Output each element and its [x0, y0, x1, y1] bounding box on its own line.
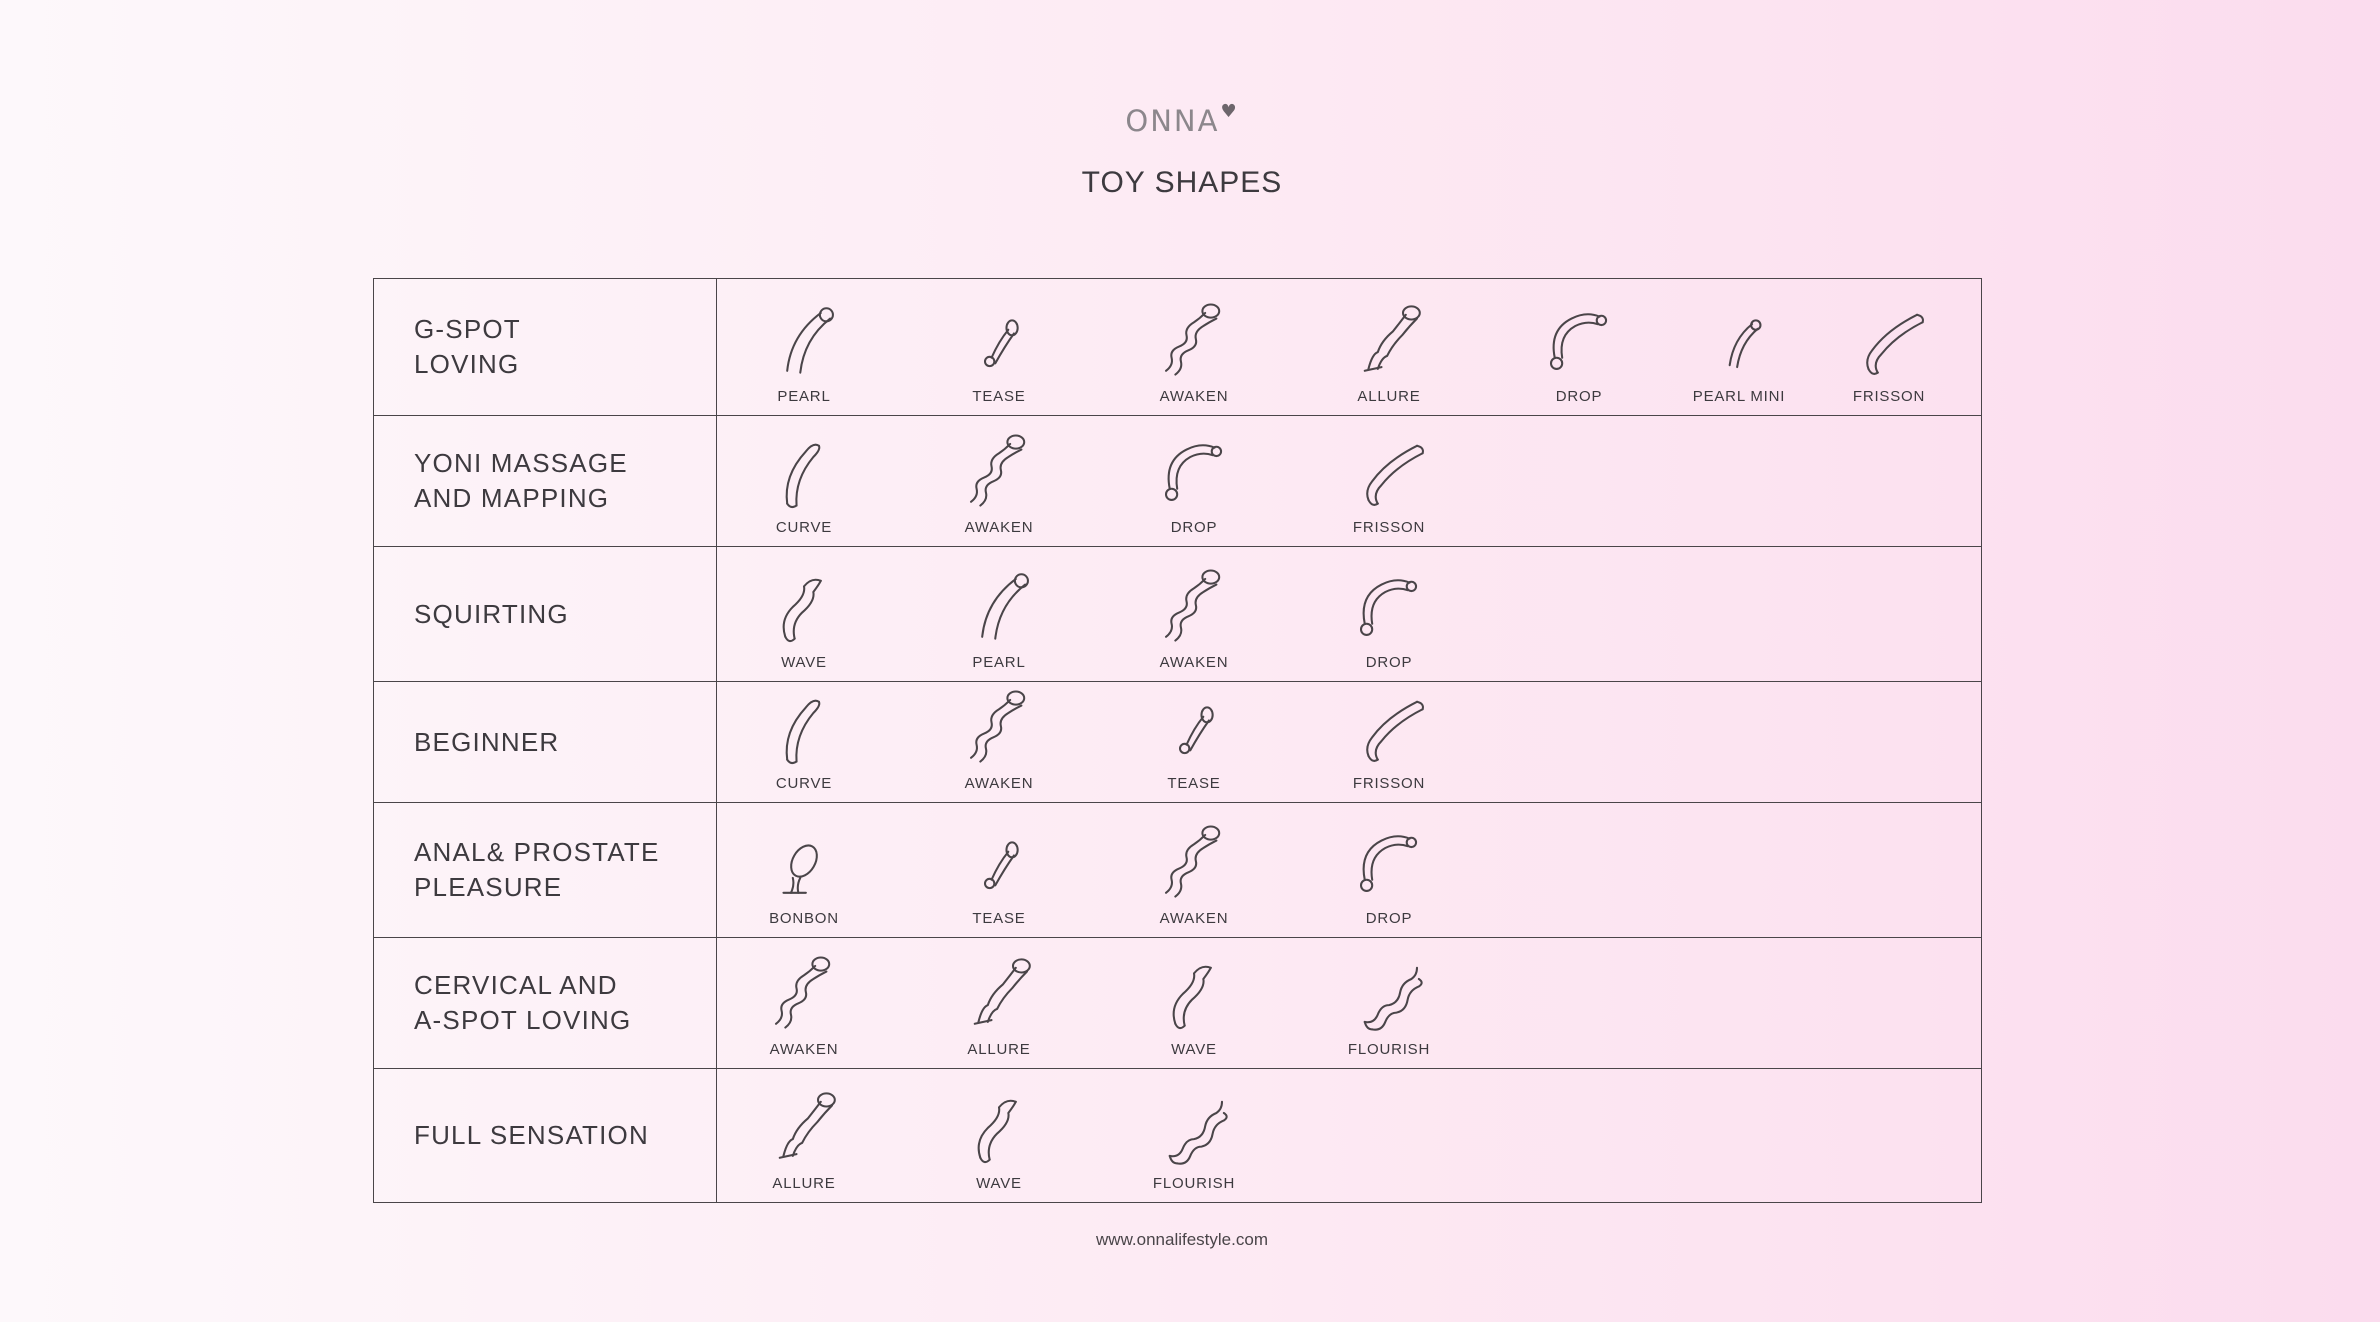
toy-label: FLOURISH [1152, 1175, 1236, 1192]
toy-label: AWAKEN [1159, 654, 1229, 671]
toy-label: ALLURE [1357, 388, 1421, 405]
toy-item-curve[interactable] [729, 416, 879, 546]
toy-item-flourish[interactable] [1314, 938, 1464, 1068]
tease-shape-icon [1146, 685, 1242, 769]
flourish-shape-icon [1341, 951, 1437, 1035]
page-title: TOY SHAPES [1081, 166, 1283, 199]
allure-shape-icon [951, 951, 1047, 1035]
awaken-shape-icon [1146, 298, 1242, 382]
toy-list [717, 416, 1981, 546]
toy-item-drop[interactable] [1314, 547, 1464, 681]
toy-label: WAVE [976, 1175, 1022, 1192]
toy-label: AWAKEN [964, 775, 1034, 792]
wave-shape-icon [756, 564, 852, 648]
category-label: ANAL& PROSTATE PLEASURE [374, 803, 717, 937]
toy-label: FRISSON [1852, 388, 1926, 405]
toy-list [717, 803, 1981, 937]
toy-item-tease[interactable] [924, 279, 1074, 415]
table-row [374, 938, 1981, 1069]
toy-label: TEASE [972, 910, 1026, 927]
category-label: BEGINNER [374, 682, 717, 802]
toy-label: CURVE [775, 775, 833, 792]
curve-shape-icon [756, 429, 852, 513]
toy-item-drop[interactable] [1314, 803, 1464, 937]
category-label: G-SPOT LOVING [374, 279, 717, 415]
toy-item-flourish[interactable] [1119, 1069, 1269, 1202]
table-row [374, 803, 1981, 938]
toy-label: AWAKEN [1159, 388, 1229, 405]
table-row [374, 279, 1981, 416]
awaken-shape-icon [1146, 564, 1242, 648]
toy-label: WAVE [781, 654, 827, 671]
toy-item-frisson[interactable] [1314, 416, 1464, 546]
allure-shape-icon [756, 1085, 852, 1169]
table-row [374, 547, 1981, 682]
table-row [374, 682, 1981, 803]
toy-item-awaken[interactable] [924, 682, 1074, 802]
toy-label: AWAKEN [964, 519, 1034, 536]
toy-item-awaken[interactable] [924, 416, 1074, 546]
toy-label: DROP [1170, 519, 1218, 536]
toy-label: ALLURE [967, 1041, 1031, 1058]
toy-label: FLOURISH [1347, 1041, 1431, 1058]
toy-list [717, 682, 1981, 802]
toy-label: PEARL [777, 388, 831, 405]
toy-item-awaken[interactable] [1119, 547, 1269, 681]
toy-label: ALLURE [772, 1175, 836, 1192]
toy-item-bonbon[interactable] [729, 803, 879, 937]
drop-shape-icon [1341, 820, 1437, 904]
toy-label: PEARL MINI [1692, 388, 1786, 405]
bonbon-shape-icon [756, 820, 852, 904]
drop-shape-icon [1341, 564, 1437, 648]
toy-item-drop[interactable] [1504, 279, 1654, 415]
category-label: YONI MASSAGE AND MAPPING [374, 416, 717, 546]
toy-item-tease[interactable] [924, 803, 1074, 937]
toy-item-frisson[interactable] [1814, 279, 1964, 415]
toy-item-wave[interactable] [729, 547, 879, 681]
toy-item-awaken[interactable] [1119, 803, 1269, 937]
toy-item-allure[interactable] [1314, 279, 1464, 415]
toy-label: FRISSON [1352, 775, 1426, 792]
toy-item-pearl[interactable] [729, 279, 879, 415]
allure-shape-icon [1341, 298, 1437, 382]
toy-shapes-table [373, 278, 1982, 1203]
toy-item-wave[interactable] [1119, 938, 1269, 1068]
toy-label: TEASE [972, 388, 1026, 405]
toy-label: DROP [1555, 388, 1603, 405]
frisson-shape-icon [1341, 685, 1437, 769]
toy-label: BONBON [769, 910, 839, 927]
logo-text: ONNA [1125, 104, 1220, 138]
toy-label: TEASE [1167, 775, 1221, 792]
brand-logo [0, 101, 2364, 138]
toy-item-awaken[interactable] [1119, 279, 1269, 415]
category-label: FULL SENSATION [374, 1069, 717, 1202]
tease-shape-icon [951, 298, 1047, 382]
toy-item-curve[interactable] [729, 682, 879, 802]
wave-shape-icon [1146, 951, 1242, 1035]
toy-label: CURVE [775, 519, 833, 536]
awaken-shape-icon [951, 685, 1047, 769]
pearl-shape-icon [951, 564, 1047, 648]
pearl-shape-icon [756, 298, 852, 382]
toy-label: PEARL [972, 654, 1026, 671]
awaken-shape-icon [1146, 820, 1242, 904]
awaken-shape-icon [756, 951, 852, 1035]
toy-item-pearl[interactable] [924, 547, 1074, 681]
toy-item-pearl-mini[interactable] [1664, 279, 1814, 415]
toy-item-allure[interactable] [924, 938, 1074, 1068]
flourish-shape-icon [1146, 1085, 1242, 1169]
drop-shape-icon [1531, 298, 1627, 382]
toy-list [717, 547, 1981, 681]
awaken-shape-icon [951, 429, 1047, 513]
toy-label: FRISSON [1352, 519, 1426, 536]
toy-label: AWAKEN [1159, 910, 1229, 927]
toy-list [717, 279, 1981, 415]
wave-shape-icon [951, 1085, 1047, 1169]
table-row [374, 416, 1981, 547]
toy-label: DROP [1365, 654, 1413, 671]
pearl-mini-shape-icon [1691, 298, 1787, 382]
toy-item-frisson[interactable] [1314, 682, 1464, 802]
toy-item-awaken[interactable] [729, 938, 879, 1068]
toy-item-wave[interactable] [924, 1069, 1074, 1202]
category-label: SQUIRTING [374, 547, 717, 681]
toy-label: DROP [1365, 910, 1413, 927]
heart-icon: ♥ [1220, 101, 1239, 122]
frisson-shape-icon [1341, 429, 1437, 513]
category-label: CERVICAL AND A-SPOT LOVING [374, 938, 717, 1068]
tease-shape-icon [951, 820, 1047, 904]
toy-list [717, 1069, 1981, 1202]
toy-item-tease[interactable] [1119, 682, 1269, 802]
curve-shape-icon [756, 685, 852, 769]
footer-url[interactable]: www.onnalifestyle.com [1096, 1230, 1268, 1249]
drop-shape-icon [1146, 429, 1242, 513]
toy-list [717, 938, 1981, 1068]
toy-item-allure[interactable] [729, 1069, 879, 1202]
toy-item-drop[interactable] [1119, 416, 1269, 546]
toy-label: AWAKEN [769, 1041, 839, 1058]
toy-label: WAVE [1171, 1041, 1217, 1058]
table-row [374, 1069, 1981, 1202]
frisson-shape-icon [1841, 298, 1937, 382]
